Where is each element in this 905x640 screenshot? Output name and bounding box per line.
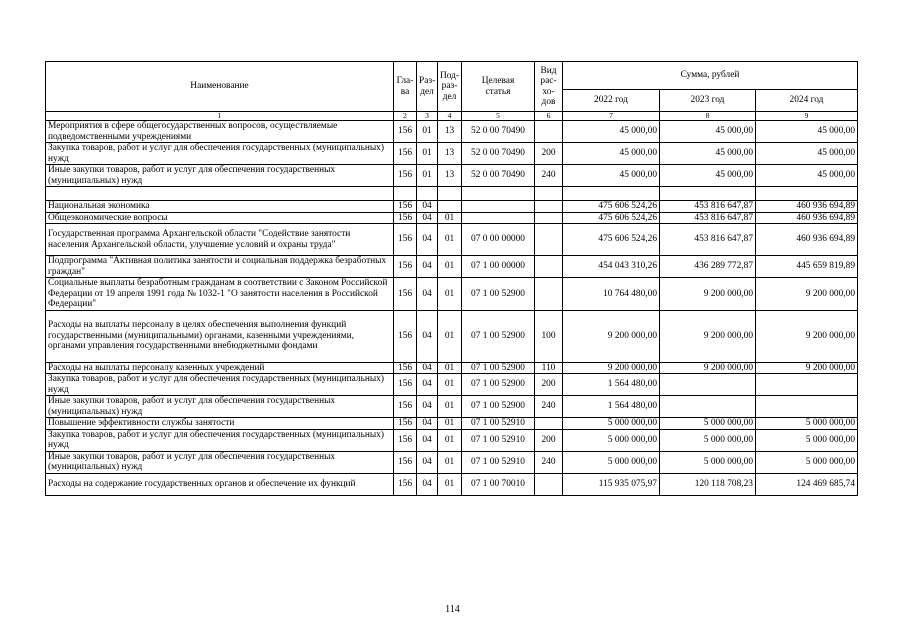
row-amount-2024 bbox=[756, 374, 858, 396]
row-chapter: 156 bbox=[394, 362, 417, 374]
row-section: 04 bbox=[417, 418, 438, 430]
row-section: 04 bbox=[417, 473, 438, 495]
row-section: 04 bbox=[417, 224, 438, 256]
table-body bbox=[46, 121, 858, 496]
table-row bbox=[46, 310, 858, 362]
row-amount-2023: 5 000 000,00 bbox=[660, 451, 756, 473]
row-amount-2022: 1 564 480,00 bbox=[563, 396, 660, 418]
row-amount-2022: 475 606 524,26 bbox=[563, 224, 660, 256]
row-amount-2023 bbox=[660, 187, 756, 201]
row-section: 04 bbox=[417, 374, 438, 396]
row-expense-type: 240 bbox=[535, 451, 563, 473]
row-section: 01 bbox=[417, 165, 438, 187]
row-expense-type bbox=[535, 224, 563, 256]
row-chapter: 156 bbox=[394, 121, 417, 143]
table-row bbox=[46, 224, 858, 256]
header-expense-type: Вид рас- хо- дов bbox=[535, 62, 563, 112]
row-amount-2022: 1 564 480,00 bbox=[563, 374, 660, 396]
row-expense-type: 110 bbox=[535, 362, 563, 374]
row-expense-type bbox=[535, 418, 563, 430]
row-subsection bbox=[438, 187, 462, 201]
column-number: 8 bbox=[660, 112, 756, 121]
row-subsection: 01 bbox=[438, 418, 462, 430]
row-section bbox=[417, 187, 438, 201]
row-amount-2023: 9 200 000,00 bbox=[660, 278, 756, 311]
row-name: Иные закупки товаров, работ и услуг для обеспечения государственных (муниципальных) нужд bbox=[46, 451, 394, 473]
row-amount-2024: 5 000 000,00 bbox=[756, 429, 858, 451]
row-subsection: 01 bbox=[438, 212, 462, 224]
row-subsection: 01 bbox=[438, 256, 462, 278]
row-amount-2022: 9 200 000,00 bbox=[563, 310, 660, 362]
row-expense-type bbox=[535, 278, 563, 311]
header-2023: 2023 год bbox=[660, 90, 756, 112]
row-chapter: 156 bbox=[394, 278, 417, 311]
row-name: Мероприятия в сфере общегосударственных вопросов, осуществляемые подведомственными учреждениями bbox=[46, 121, 394, 143]
row-name: Иные закупки товаров, работ и услуг для обеспечения государственных (муниципальных) нужд bbox=[46, 165, 394, 187]
table-row bbox=[46, 256, 858, 278]
row-subsection: 01 bbox=[438, 310, 462, 362]
row-chapter: 156 bbox=[394, 143, 417, 165]
table-row bbox=[46, 212, 858, 224]
row-amount-2023 bbox=[660, 374, 756, 396]
row-expense-type bbox=[535, 473, 563, 495]
column-number: 2 bbox=[394, 112, 417, 121]
table-row bbox=[46, 201, 858, 213]
row-section: 04 bbox=[417, 256, 438, 278]
row-expense-type bbox=[535, 201, 563, 213]
row-target-article: 07 1 00 52900 bbox=[462, 278, 535, 311]
row-name: Закупка товаров, работ и услуг для обеспечения государственных (муниципальных) нужд bbox=[46, 429, 394, 451]
row-subsection: 01 bbox=[438, 429, 462, 451]
row-subsection: 01 bbox=[438, 396, 462, 418]
row-expense-type bbox=[535, 256, 563, 278]
row-amount-2023: 436 289 772,87 bbox=[660, 256, 756, 278]
row-name: Национальная экономика bbox=[46, 201, 394, 213]
row-amount-2024: 45 000,00 bbox=[756, 143, 858, 165]
row-section: 04 bbox=[417, 451, 438, 473]
row-subsection: 01 bbox=[438, 362, 462, 374]
row-chapter: 156 bbox=[394, 165, 417, 187]
table-row bbox=[46, 165, 858, 187]
row-amount-2024: 5 000 000,00 bbox=[756, 451, 858, 473]
row-subsection: 01 bbox=[438, 224, 462, 256]
row-chapter bbox=[394, 187, 417, 201]
row-chapter: 156 bbox=[394, 418, 417, 430]
row-amount-2023: 9 200 000,00 bbox=[660, 362, 756, 374]
row-section: 04 bbox=[417, 396, 438, 418]
row-target-article bbox=[462, 201, 535, 213]
row-section: 04 bbox=[417, 362, 438, 374]
page-number: 114 bbox=[445, 604, 460, 615]
row-subsection: 01 bbox=[438, 473, 462, 495]
table-row bbox=[46, 429, 858, 451]
row-amount-2024: 45 000,00 bbox=[756, 165, 858, 187]
row-amount-2024: 124 469 685,74 bbox=[756, 473, 858, 495]
row-amount-2022: 45 000,00 bbox=[563, 121, 660, 143]
row-section: 04 bbox=[417, 212, 438, 224]
row-amount-2023: 5 000 000,00 bbox=[660, 429, 756, 451]
header-2024: 2024 год bbox=[756, 90, 858, 112]
row-section: 04 bbox=[417, 278, 438, 311]
row-subsection: 13 bbox=[438, 121, 462, 143]
row-amount-2024: 460 936 694,89 bbox=[756, 201, 858, 213]
header-target: Целевая статья bbox=[462, 62, 535, 112]
column-number: 4 bbox=[438, 112, 462, 121]
row-amount-2022: 5 000 000,00 bbox=[563, 418, 660, 430]
row-target-article: 52 0 00 70490 bbox=[462, 165, 535, 187]
row-section: 04 bbox=[417, 201, 438, 213]
header-subsection: Под- раз- дел bbox=[438, 62, 462, 112]
row-target-article: 07 0 00 00000 bbox=[462, 224, 535, 256]
row-amount-2022: 45 000,00 bbox=[563, 165, 660, 187]
row-expense-type: 100 bbox=[535, 310, 563, 362]
row-subsection: 01 bbox=[438, 278, 462, 311]
row-amount-2022: 45 000,00 bbox=[563, 143, 660, 165]
row-expense-type: 200 bbox=[535, 143, 563, 165]
row-subsection bbox=[438, 201, 462, 213]
row-amount-2023: 45 000,00 bbox=[660, 143, 756, 165]
row-amount-2023: 453 816 647,87 bbox=[660, 201, 756, 213]
row-amount-2023: 45 000,00 bbox=[660, 121, 756, 143]
row-name: Расходы на содержание государственных органов и обеспечение их функций bbox=[46, 473, 394, 495]
row-amount-2022: 10 764 480,00 bbox=[563, 278, 660, 311]
row-target-article: 07 1 00 52910 bbox=[462, 429, 535, 451]
row-chapter: 156 bbox=[394, 429, 417, 451]
row-section: 01 bbox=[417, 143, 438, 165]
row-name: Общеэкономические вопросы bbox=[46, 212, 394, 224]
table-row bbox=[46, 396, 858, 418]
row-section: 04 bbox=[417, 429, 438, 451]
row-chapter: 156 bbox=[394, 396, 417, 418]
row-expense-type: 240 bbox=[535, 396, 563, 418]
row-chapter: 156 bbox=[394, 256, 417, 278]
row-target-article bbox=[462, 187, 535, 201]
table-row bbox=[46, 143, 858, 165]
row-amount-2022: 454 043 310,26 bbox=[563, 256, 660, 278]
row-name bbox=[46, 187, 394, 201]
column-number: 9 bbox=[756, 112, 858, 121]
header-sum: Сумма, рублей bbox=[563, 62, 858, 90]
row-name: Подпрограмма "Активная политика занятости и социальная поддержка безработных граждан" bbox=[46, 256, 394, 278]
table-row bbox=[46, 362, 858, 374]
row-target-article: 07 1 00 52910 bbox=[462, 451, 535, 473]
row-name: Социальные выплаты безработным гражданам в соответствии с Законом Российской Федерации от 19 апреля 1991 года № 1032-1 "О занятости населения в Российской Федерации" bbox=[46, 278, 394, 311]
row-amount-2023: 9 200 000,00 bbox=[660, 310, 756, 362]
row-expense-type bbox=[535, 212, 563, 224]
row-amount-2024: 460 936 694,89 bbox=[756, 224, 858, 256]
row-amount-2024: 5 000 000,00 bbox=[756, 418, 858, 430]
row-amount-2022: 5 000 000,00 bbox=[563, 451, 660, 473]
row-amount-2023: 5 000 000,00 bbox=[660, 418, 756, 430]
row-subsection: 13 bbox=[438, 143, 462, 165]
row-chapter: 156 bbox=[394, 374, 417, 396]
row-amount-2022: 475 606 524,26 bbox=[563, 212, 660, 224]
row-amount-2024 bbox=[756, 396, 858, 418]
row-target-article: 07 1 00 52900 bbox=[462, 362, 535, 374]
row-amount-2022: 5 000 000,00 bbox=[563, 429, 660, 451]
row-target-article: 07 1 00 52900 bbox=[462, 396, 535, 418]
row-chapter: 156 bbox=[394, 310, 417, 362]
row-expense-type: 200 bbox=[535, 374, 563, 396]
table-row bbox=[46, 187, 858, 201]
row-name: Повышение эффективности службы занятости bbox=[46, 418, 394, 430]
row-chapter: 156 bbox=[394, 451, 417, 473]
row-amount-2024: 460 936 694,89 bbox=[756, 212, 858, 224]
row-expense-type: 200 bbox=[535, 429, 563, 451]
row-chapter: 156 bbox=[394, 473, 417, 495]
row-amount-2022: 9 200 000,00 bbox=[563, 362, 660, 374]
row-subsection: 01 bbox=[438, 374, 462, 396]
header-2022: 2022 год bbox=[563, 90, 660, 112]
column-number: 7 bbox=[563, 112, 660, 121]
column-number: 1 bbox=[46, 112, 394, 121]
row-subsection: 01 bbox=[438, 451, 462, 473]
row-amount-2024: 445 659 819,89 bbox=[756, 256, 858, 278]
row-target-article: 07 1 00 00000 bbox=[462, 256, 535, 278]
row-target-article: 07 1 00 52900 bbox=[462, 374, 535, 396]
row-name: Расходы на выплаты персоналу казенных учреждений bbox=[46, 362, 394, 374]
row-target-article: 52 0 00 70490 bbox=[462, 121, 535, 143]
row-name: Расходы на выплаты персоналу в целях обеспечения выполнения функций государственными (муниципальными) органами, казенными учреждениями, органами управления государственными внебюджетными фондами bbox=[46, 310, 394, 362]
row-target-article bbox=[462, 212, 535, 224]
row-chapter: 156 bbox=[394, 201, 417, 213]
row-chapter: 156 bbox=[394, 212, 417, 224]
table-row bbox=[46, 473, 858, 495]
column-number: 6 bbox=[535, 112, 563, 121]
table-row bbox=[46, 418, 858, 430]
row-amount-2022: 115 935 075,97 bbox=[563, 473, 660, 495]
row-amount-2023: 453 816 647,87 bbox=[660, 224, 756, 256]
column-number: 5 bbox=[462, 112, 535, 121]
row-chapter: 156 bbox=[394, 224, 417, 256]
row-amount-2024: 45 000,00 bbox=[756, 121, 858, 143]
table-row bbox=[46, 121, 858, 143]
row-name: Государственная программа Архангельской области "Содействие занятости населения Архангельской области, улучшение условий и охраны труда" bbox=[46, 224, 394, 256]
row-target-article: 52 0 00 70490 bbox=[462, 143, 535, 165]
row-amount-2023: 120 118 708,23 bbox=[660, 473, 756, 495]
row-expense-type: 240 bbox=[535, 165, 563, 187]
row-expense-type bbox=[535, 121, 563, 143]
row-amount-2022 bbox=[563, 187, 660, 201]
row-subsection: 13 bbox=[438, 165, 462, 187]
row-target-article: 07 1 00 52910 bbox=[462, 418, 535, 430]
row-amount-2024: 9 200 000,00 bbox=[756, 310, 858, 362]
column-number: 3 bbox=[417, 112, 438, 121]
row-amount-2023: 453 816 647,87 bbox=[660, 212, 756, 224]
table-row bbox=[46, 451, 858, 473]
header-section: Раз- дел bbox=[417, 62, 438, 112]
header-chapter: Гла- ва bbox=[394, 62, 417, 112]
header-name: Наименование bbox=[46, 62, 394, 112]
row-name: Закупка товаров, работ и услуг для обеспечения государственных (муниципальных) нужд bbox=[46, 143, 394, 165]
row-amount-2024: 9 200 000,00 bbox=[756, 278, 858, 311]
row-section: 01 bbox=[417, 121, 438, 143]
row-amount-2022: 475 606 524,26 bbox=[563, 201, 660, 213]
row-target-article: 07 1 00 52900 bbox=[462, 310, 535, 362]
row-name: Иные закупки товаров, работ и услуг для обеспечения государственных (муниципальных) нужд bbox=[46, 396, 394, 418]
table-row bbox=[46, 278, 858, 311]
row-amount-2023: 45 000,00 bbox=[660, 165, 756, 187]
column-number-row bbox=[46, 112, 858, 121]
budget-table bbox=[45, 61, 858, 496]
row-target-article: 07 1 00 70010 bbox=[462, 473, 535, 495]
row-expense-type bbox=[535, 187, 563, 201]
row-amount-2023 bbox=[660, 396, 756, 418]
row-name: Закупка товаров, работ и услуг для обеспечения государственных (муниципальных) нужд bbox=[46, 374, 394, 396]
row-amount-2024: 9 200 000,00 bbox=[756, 362, 858, 374]
row-amount-2024 bbox=[756, 187, 858, 201]
table-row bbox=[46, 374, 858, 396]
row-section: 04 bbox=[417, 310, 438, 362]
